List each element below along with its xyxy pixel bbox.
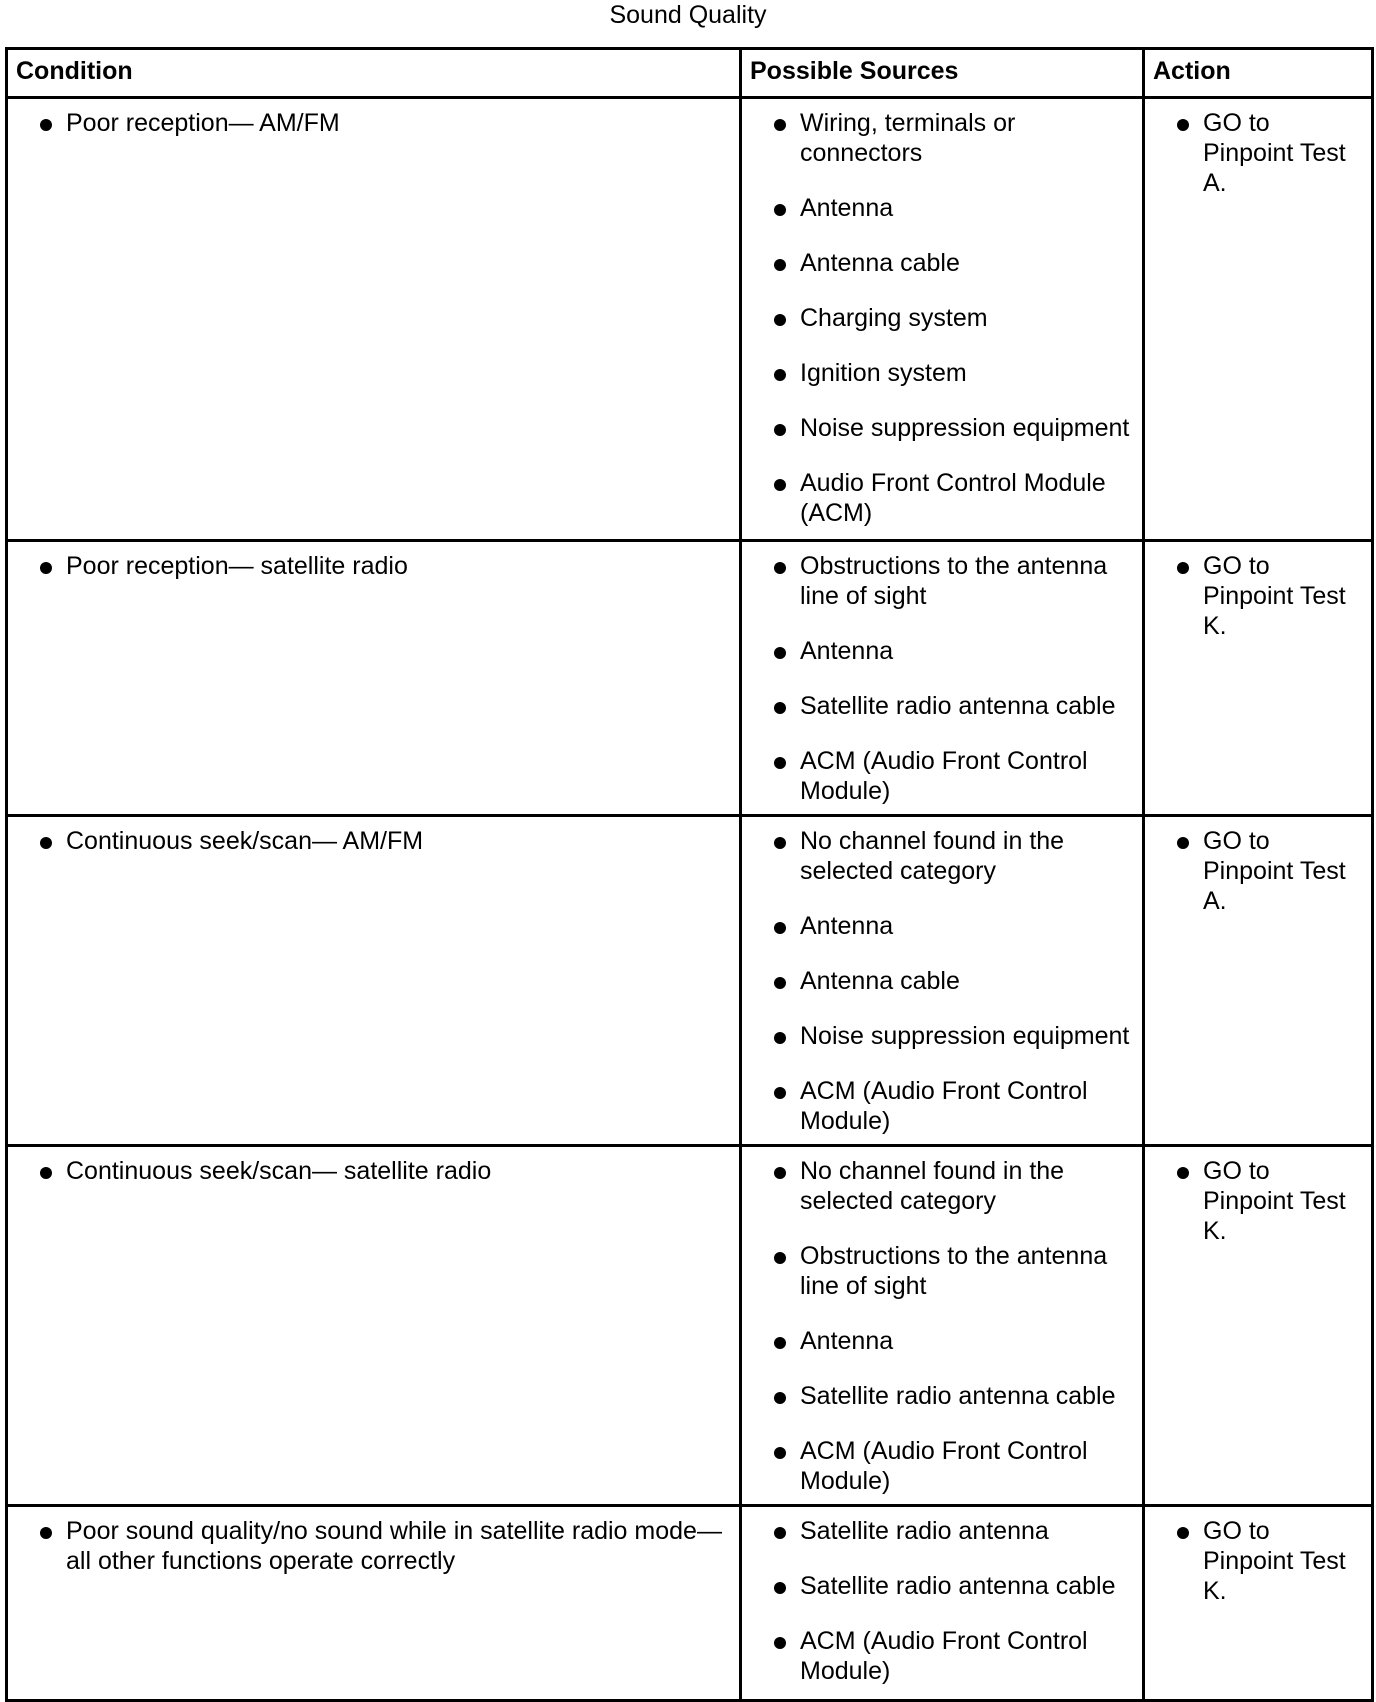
action-cell bbox=[1144, 1506, 1373, 1701]
list-item bbox=[750, 1156, 1134, 1216]
list-item bbox=[750, 1241, 1134, 1301]
condition-cell bbox=[7, 1146, 741, 1506]
list-item bbox=[750, 1626, 1134, 1686]
list-item bbox=[1153, 1156, 1363, 1246]
bullet-icon bbox=[774, 837, 786, 849]
action-cell bbox=[1144, 541, 1373, 816]
source-text: ACM (Audio Front Control Module) bbox=[800, 1627, 1088, 1685]
bullet-icon bbox=[774, 757, 786, 769]
action-text: GO to Pinpoint Test K. bbox=[1203, 1517, 1346, 1605]
source-text: Satellite radio antenna cable bbox=[800, 1382, 1116, 1410]
list-item bbox=[750, 413, 1134, 443]
source-text: Obstructions to the antenna line of sight bbox=[800, 552, 1108, 610]
source-text: Antenna bbox=[800, 1327, 894, 1355]
sources-cell bbox=[741, 1146, 1144, 1506]
list-item bbox=[1153, 551, 1363, 641]
bullet-icon bbox=[774, 204, 786, 216]
source-text: No channel found in the selected category bbox=[800, 1157, 1065, 1215]
bullet-icon bbox=[774, 1032, 786, 1044]
sources-cell bbox=[741, 98, 1144, 541]
list-item bbox=[16, 1516, 731, 1576]
table-row bbox=[7, 816, 1373, 1146]
bullet-icon bbox=[1177, 119, 1189, 131]
condition-cell bbox=[7, 1506, 741, 1701]
list-item bbox=[750, 1381, 1134, 1411]
list-item bbox=[750, 1076, 1134, 1136]
source-text: ACM (Audio Front Control Module) bbox=[800, 747, 1088, 805]
sources-cell bbox=[741, 541, 1144, 816]
list-item bbox=[1153, 1516, 1363, 1606]
condition-text: Poor reception— satellite radio bbox=[66, 552, 408, 580]
header-row bbox=[7, 49, 1373, 98]
list-item bbox=[1153, 826, 1363, 916]
source-text: Ignition system bbox=[800, 359, 967, 387]
header-possible-sources: Possible Sources bbox=[741, 49, 1144, 98]
bullet-icon bbox=[774, 1637, 786, 1649]
condition-cell bbox=[7, 816, 741, 1146]
action-text: GO to Pinpoint Test A. bbox=[1203, 109, 1346, 197]
bullet-icon bbox=[1177, 837, 1189, 849]
action-cell bbox=[1144, 98, 1373, 541]
source-text: Antenna cable bbox=[800, 249, 960, 277]
condition-text: Poor sound quality/no sound while in satellite radio mode— all other functions operate correctly bbox=[66, 1517, 722, 1575]
source-text: ACM (Audio Front Control Module) bbox=[800, 1437, 1088, 1495]
source-text: ACM (Audio Front Control Module) bbox=[800, 1077, 1088, 1135]
header-condition: Condition bbox=[7, 49, 741, 98]
bullet-icon bbox=[40, 837, 52, 849]
bullet-icon bbox=[774, 922, 786, 934]
condition-cell bbox=[7, 98, 741, 541]
bullet-icon bbox=[774, 977, 786, 989]
source-text: Antenna cable bbox=[800, 967, 960, 995]
bullet-icon bbox=[774, 562, 786, 574]
bullet-icon bbox=[774, 702, 786, 714]
sources-cell bbox=[741, 1506, 1144, 1701]
list-item bbox=[750, 966, 1134, 996]
bullet-icon bbox=[40, 562, 52, 574]
source-text: Audio Front Control Module (ACM) bbox=[800, 469, 1106, 527]
bullet-icon bbox=[774, 1167, 786, 1179]
source-text: Antenna bbox=[800, 912, 894, 940]
bullet-icon bbox=[774, 119, 786, 131]
bullet-icon bbox=[774, 647, 786, 659]
condition-text: Continuous seek/scan— AM/FM bbox=[66, 827, 424, 855]
condition-cell bbox=[7, 541, 741, 816]
source-text: Obstructions to the antenna line of sight bbox=[800, 1242, 1108, 1300]
bullet-icon bbox=[774, 1337, 786, 1349]
bullet-icon bbox=[774, 479, 786, 491]
source-text: Wiring, terminals or connectors bbox=[800, 109, 1016, 167]
action-cell bbox=[1144, 1146, 1373, 1506]
action-text: GO to Pinpoint Test A. bbox=[1203, 827, 1346, 915]
list-item bbox=[750, 826, 1134, 886]
list-item bbox=[750, 1021, 1134, 1051]
bullet-icon bbox=[774, 1087, 786, 1099]
list-item bbox=[750, 1516, 1134, 1546]
list-item bbox=[16, 826, 731, 856]
source-text: Charging system bbox=[800, 304, 988, 332]
source-text: Satellite radio antenna cable bbox=[800, 692, 1116, 720]
list-item bbox=[750, 1326, 1134, 1356]
list-item bbox=[750, 911, 1134, 941]
source-text: Noise suppression equipment bbox=[800, 1022, 1130, 1050]
bullet-icon bbox=[774, 369, 786, 381]
bullet-icon bbox=[774, 424, 786, 436]
list-item bbox=[750, 636, 1134, 666]
list-item bbox=[750, 551, 1134, 611]
table-row bbox=[7, 1506, 1373, 1701]
list-item bbox=[750, 248, 1134, 278]
source-text: Antenna bbox=[800, 637, 894, 665]
bullet-icon bbox=[774, 1392, 786, 1404]
bullet-icon bbox=[1177, 1167, 1189, 1179]
source-text: Noise suppression equipment bbox=[800, 414, 1130, 442]
source-text: Satellite radio antenna bbox=[800, 1517, 1049, 1545]
action-text: GO to Pinpoint Test K. bbox=[1203, 552, 1346, 640]
bullet-icon bbox=[40, 1167, 52, 1179]
list-item bbox=[750, 303, 1134, 333]
sources-cell bbox=[741, 816, 1144, 1146]
bullet-icon bbox=[40, 1527, 52, 1539]
list-item bbox=[750, 1571, 1134, 1601]
list-item bbox=[1153, 108, 1363, 198]
source-text: No channel found in the selected category bbox=[800, 827, 1065, 885]
list-item bbox=[16, 1156, 731, 1186]
table-row bbox=[7, 1146, 1373, 1506]
list-item bbox=[750, 691, 1134, 721]
condition-text: Poor reception— AM/FM bbox=[66, 109, 340, 137]
bullet-icon bbox=[774, 1582, 786, 1594]
bullet-icon bbox=[40, 119, 52, 131]
bullet-icon bbox=[774, 1447, 786, 1459]
table-caption: Sound Quality bbox=[609, 1, 767, 29]
list-item bbox=[16, 551, 731, 581]
sound-quality-table bbox=[5, 47, 1374, 1702]
table-row bbox=[7, 98, 1373, 541]
list-item bbox=[750, 1436, 1134, 1496]
bullet-icon bbox=[774, 314, 786, 326]
list-item bbox=[750, 193, 1134, 223]
bullet-icon bbox=[1177, 1527, 1189, 1539]
table-row bbox=[7, 541, 1373, 816]
header-action: Action bbox=[1144, 49, 1373, 98]
bullet-icon bbox=[1177, 562, 1189, 574]
action-cell bbox=[1144, 816, 1373, 1146]
bullet-icon bbox=[774, 1527, 786, 1539]
list-item bbox=[750, 108, 1134, 168]
source-text: Satellite radio antenna cable bbox=[800, 1572, 1116, 1600]
list-item bbox=[750, 468, 1134, 528]
source-text: Antenna bbox=[800, 194, 894, 222]
list-item bbox=[750, 358, 1134, 388]
bullet-icon bbox=[774, 259, 786, 271]
action-text: GO to Pinpoint Test K. bbox=[1203, 1157, 1346, 1245]
list-item bbox=[16, 108, 731, 138]
bullet-icon bbox=[774, 1252, 786, 1264]
condition-text: Continuous seek/scan— satellite radio bbox=[66, 1157, 492, 1185]
list-item bbox=[750, 746, 1134, 806]
